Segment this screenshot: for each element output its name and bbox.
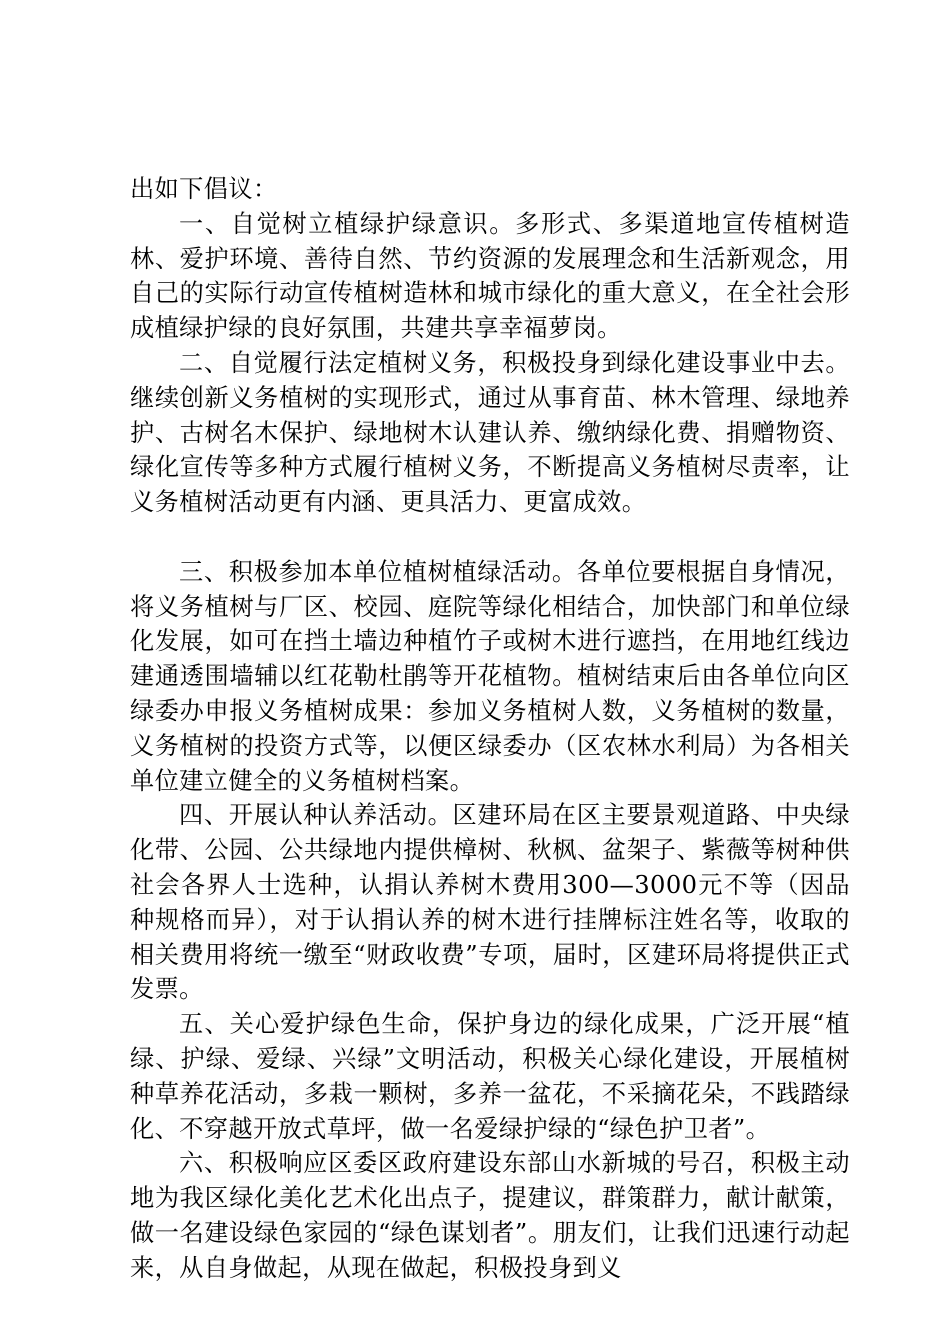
document-body [130, 172, 850, 1286]
paragraph-5: 五、关心爱护绿色生命，保护身边的绿化成果，广泛开展“植绿、护绿、爱绿、兴绿”文明活动，积极关心绿化建设，开展植树种草养花活动，多栽一颗树，多养一盆花，不采摘花朵，不践踏绿化、不穿越开放式草坪，做一名爱绿护绿的“绿色护卫者”。 [130, 1010, 850, 1143]
paragraph-3: 三、积极参加本单位植树植绿活动。各单位要根据自身情况，将义务植树与厂区、校园、庭院等绿化相结合，加快部门和单位绿化发展，如可在挡土墙边种植竹子或树木进行遮挡，在用地红线边建通透围墙辅以红花勒杜鹃等开花植物。植树结束后由各单位向区绿委办申报义务植树成果：参加义务植树人数，义务植树的数量，义务植树的投资方式等，以便区绿委办（区农林水利局）为各相关单位建立健全的义务植树档案。 [130, 557, 850, 795]
paragraph-2: 二、自觉履行法定植树义务，积极投身到绿化建设事业中去。继续创新义务植树的实现形式，通过从事育苗、林木管理、绿地养护、古树名木保护、绿地树木认建认养、缴纳绿化费、捐赠物资、绿化宣传等多种方式履行植树义务，不断提高义务植树尽责率，让义务植树活动更有内涵、更具活力、更富成效。 [130, 348, 850, 517]
opening-line: 出如下倡议： [130, 175, 278, 203]
paragraph-1: 一、自觉树立植绿护绿意识。多形式、多渠道地宣传植树造林、爱护环境、善待自然、节约资源的发展理念和生活新观念，用自己的实际行动宣传植树造林和城市绿化的重大意义，在全社会形成植绿护绿的良好氛围，共建共享幸福萝岗。 [130, 209, 850, 343]
paragraph-6: 六、积极响应区委区政府建设东部山水新城的号召，积极主动地为我区绿化美化艺术化出点子，提建议，群策群力，献计献策，做一名建设绿色家园的“绿色谋划者”。朋友们，让我们迅速行动起来，从自身做起，从现在做起，积极投身到义 [130, 1149, 850, 1282]
paragraph-4: 四、开展认种认养活动。区建环局在区主要景观道路、中央绿化带、公园、公共绿地内提供樟树、秋枫、盆架子、紫薇等树种供社会各界人士选种，认捐认养树木费用300—3000元不等（因品种规格而异），对于认捐认养的树木进行挂牌标注姓名等，收取的相关费用将统一缴至“财政收费”专项，届时，区建环局将提供正式发票。 [130, 801, 850, 1004]
